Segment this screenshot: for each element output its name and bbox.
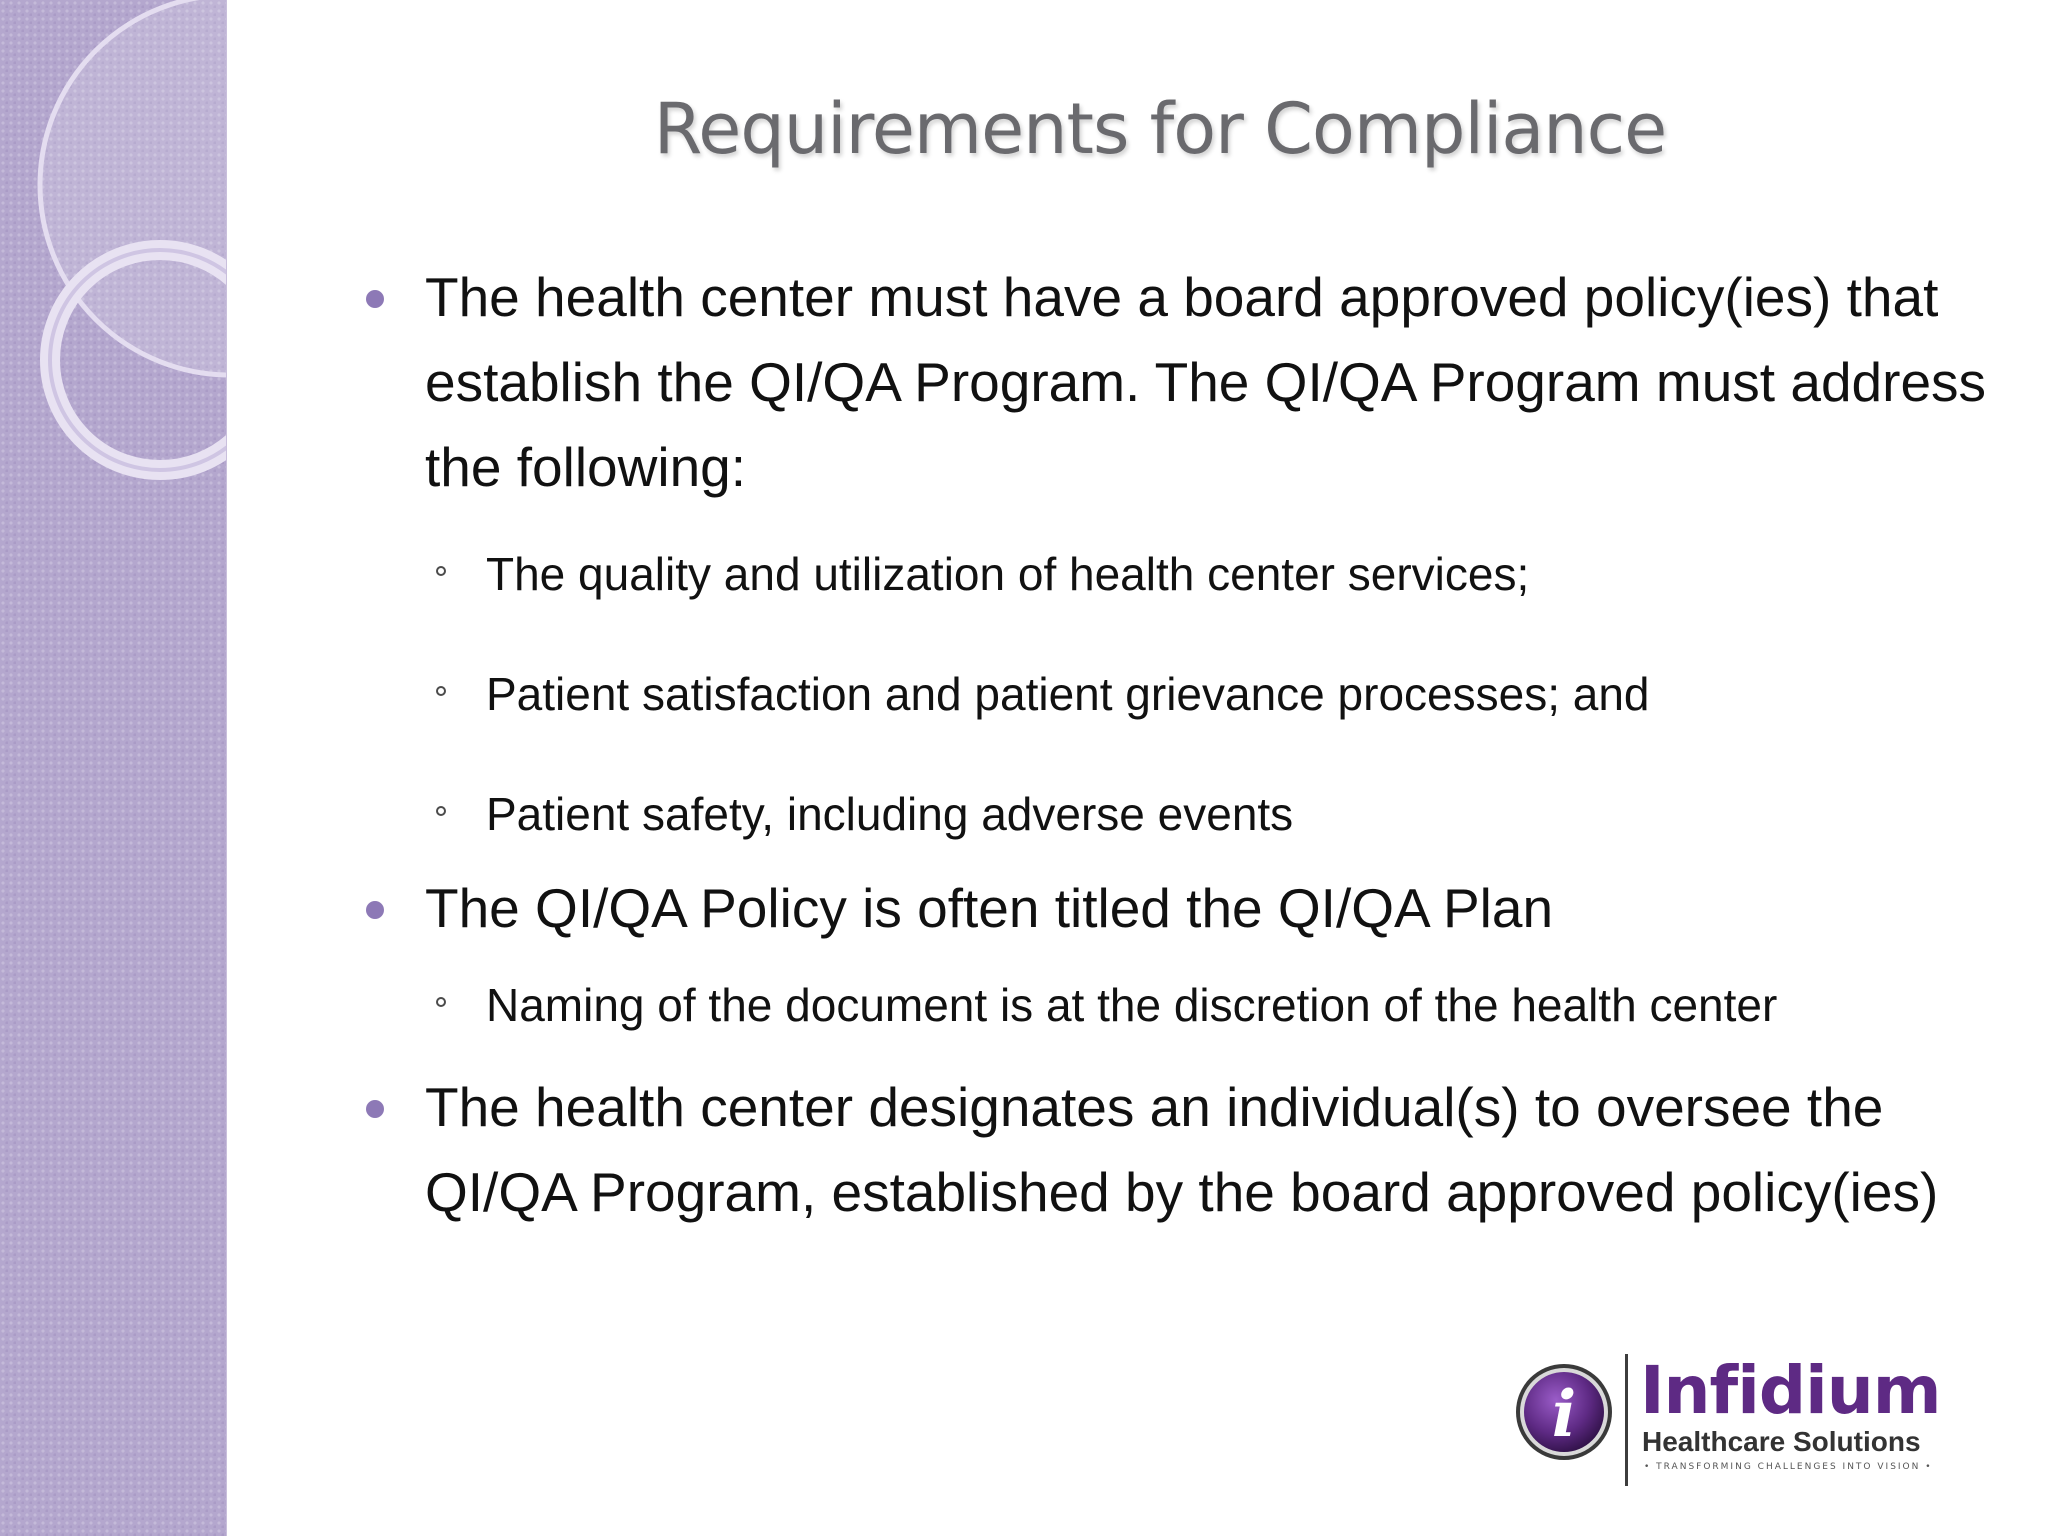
logo-divider [1625, 1354, 1628, 1486]
bullet-item [360, 866, 2000, 951]
bullet-text: The health center designates an individual(s) to oversee the QI/QA Program, established by the board approved policy(ies) [425, 1076, 1939, 1223]
bullet-text: The health center must have a board approved policy(ies) that establish the QI/QA Program. The QI/QA Program must address the following: [425, 266, 1987, 498]
decorative-sidebar [0, 0, 227, 1536]
slide-title: Requirements for Compliance [653, 88, 1667, 170]
sub-bullet-circle-icon [436, 566, 446, 576]
slide-body [360, 255, 2000, 1257]
bullet-item [360, 255, 2000, 510]
logo-name: Infidium [1640, 1352, 1941, 1429]
sub-bullet-text: Naming of the document is at the discretion of the health center [486, 979, 1778, 1031]
bullet-dot-icon [366, 290, 384, 308]
bullet-dot-icon [366, 1100, 384, 1118]
sub-bullet-item [360, 658, 2000, 730]
sub-bullet-circle-icon [436, 686, 446, 696]
sub-bullet-text: Patient satisfaction and patient grievance processes; and [486, 668, 1650, 720]
bullet-text: The QI/QA Policy is often titled the QI/QA Plan [425, 877, 1554, 939]
company-logo [1512, 1350, 1952, 1490]
sub-bullet-text: Patient safety, including adverse events [486, 788, 1294, 840]
sub-bullet-text: The quality and utilization of health center services; [486, 548, 1530, 600]
sub-bullet-circle-icon [436, 997, 446, 1007]
sub-bullet-item [360, 778, 2000, 850]
svg-text:i: i [1551, 1377, 1577, 1452]
sub-bullet-circle-icon [436, 806, 446, 816]
sub-bullet-item [360, 538, 2000, 610]
decorative-circles [0, 0, 226, 1536]
logo-tagline: • TRANSFORMING CHALLENGES INTO VISION • [1644, 1462, 1933, 1472]
sub-bullet-item [360, 969, 2000, 1041]
logo-subtitle: Healthcare Solutions [1642, 1426, 1921, 1457]
bullet-dot-icon [366, 901, 384, 919]
infidium-logo-mark-icon [1512, 1360, 1616, 1464]
bullet-item [360, 1065, 2000, 1235]
